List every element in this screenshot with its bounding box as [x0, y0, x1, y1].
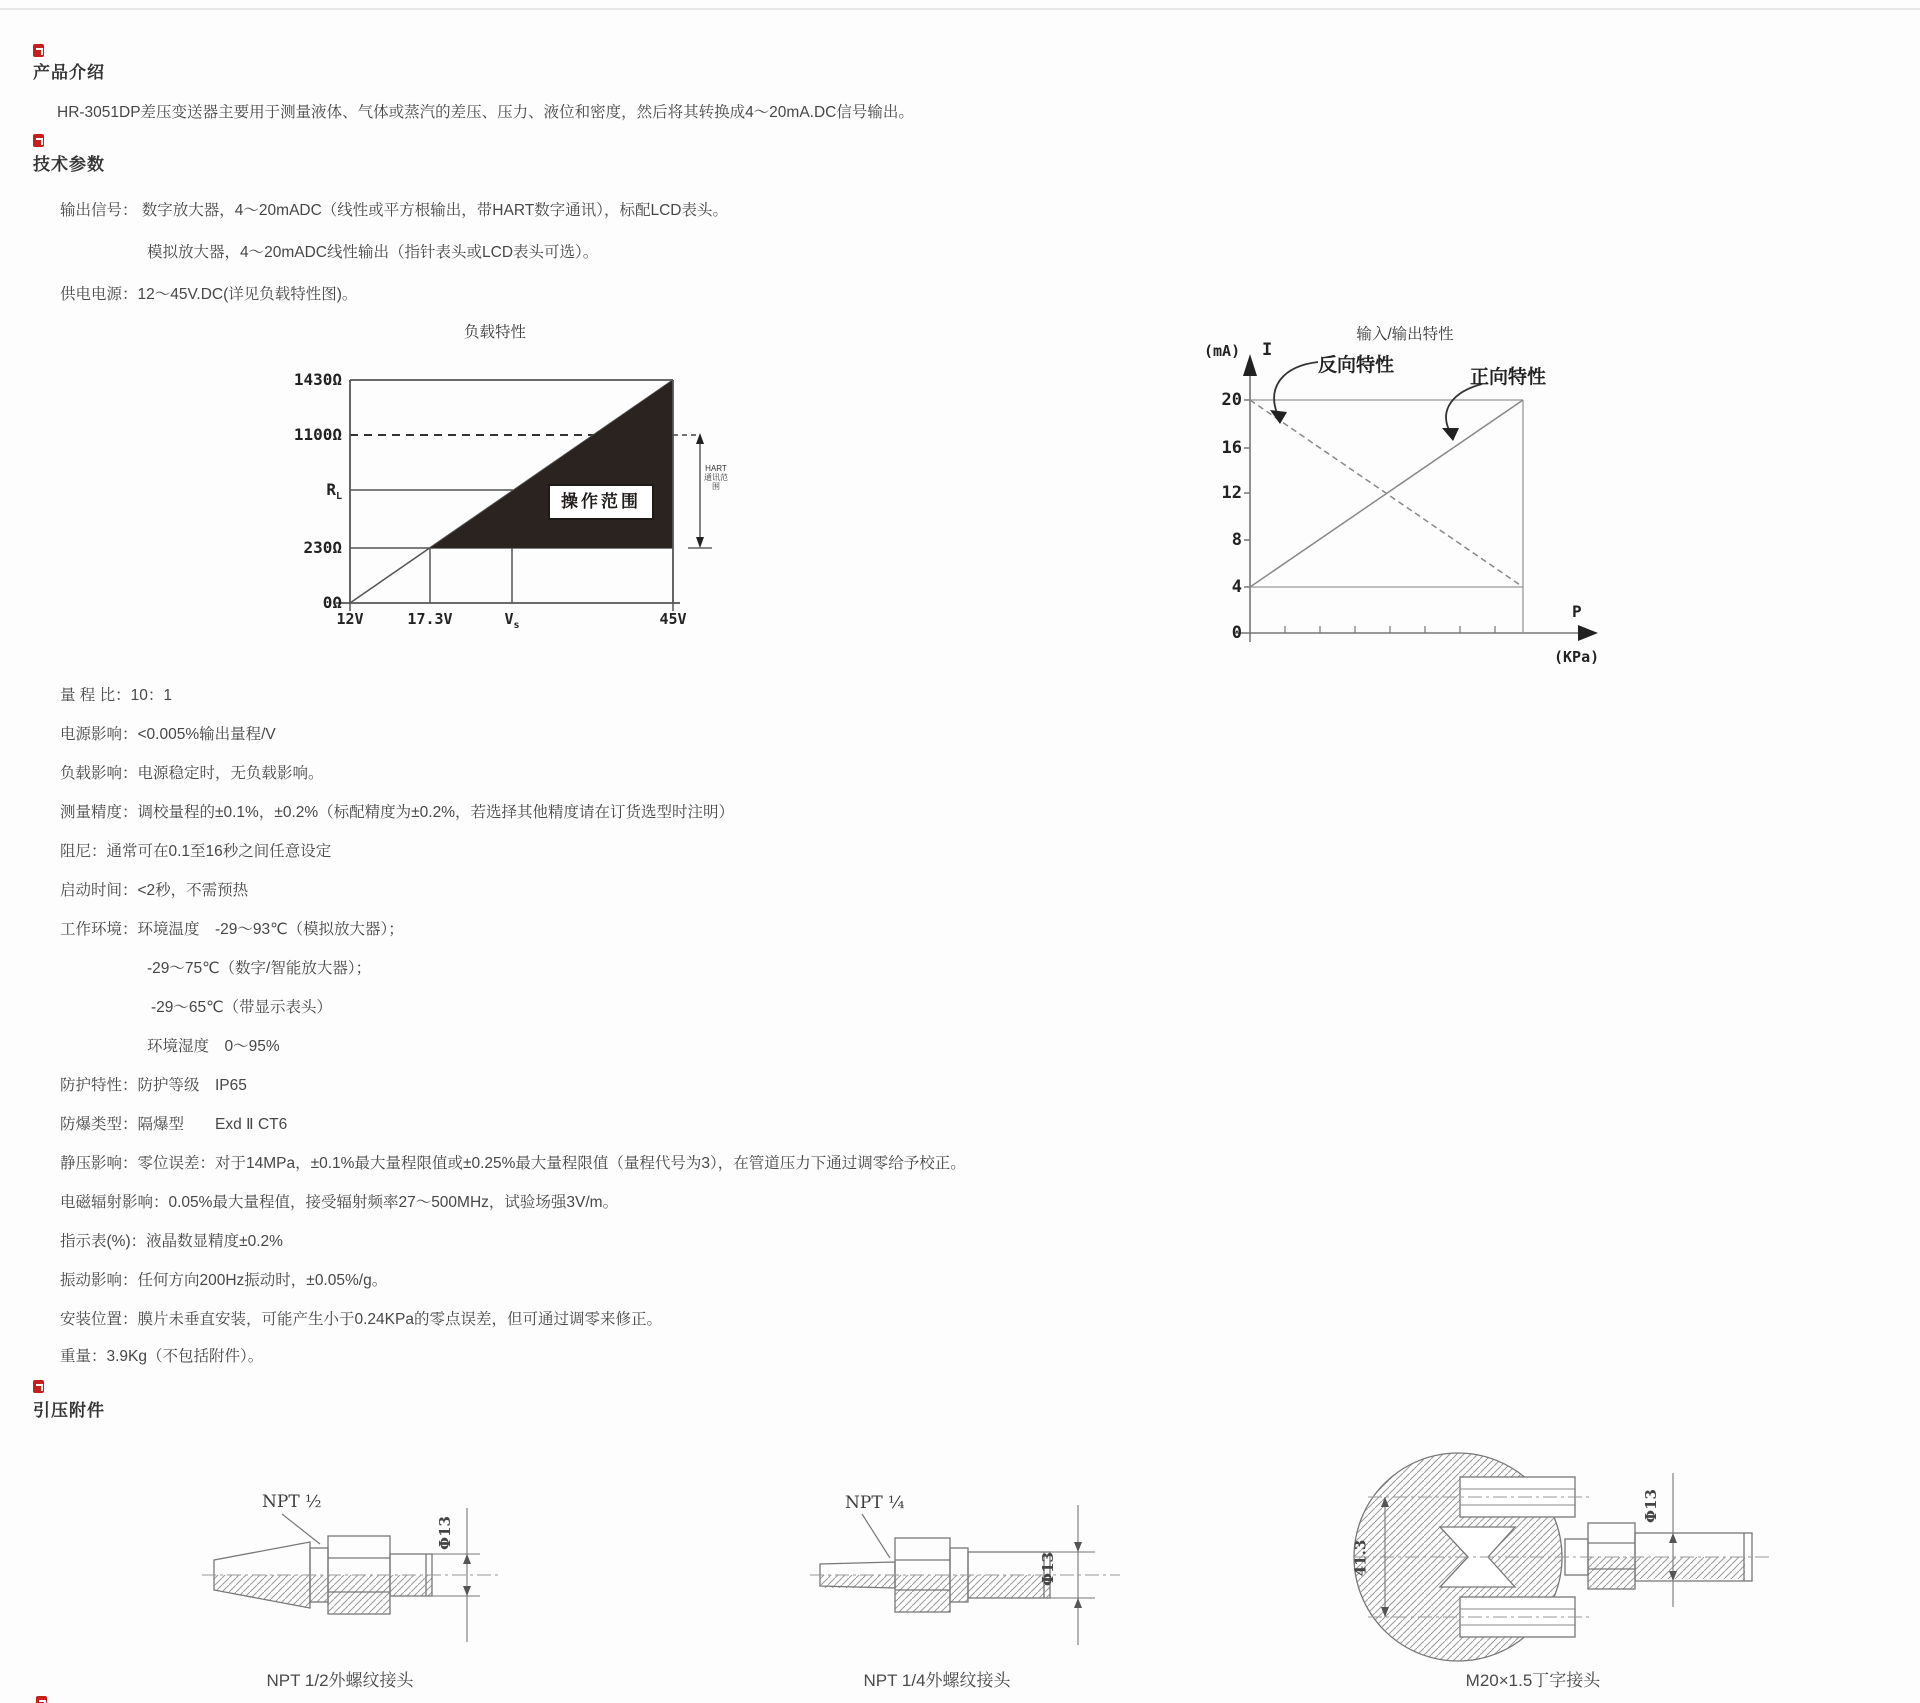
io-chart-frame — [1250, 400, 1523, 633]
section-bullet-icon — [36, 1696, 47, 1703]
dim-arrow — [1074, 1598, 1082, 1608]
io-yaxis-symbol: I — [1262, 340, 1273, 360]
section-title-fittings: 引压附件 — [33, 1401, 105, 1420]
io-chart-ytick: 8 — [1231, 530, 1242, 550]
reverse-series-label: 反向特性 — [1318, 355, 1395, 376]
forward-series-label: 正向特性 — [1470, 367, 1547, 388]
io-chart-ytick: 16 — [1221, 438, 1242, 458]
hart-range-label: HART 通讯范围 — [704, 464, 728, 491]
io-chart-ytick: 0 — [1231, 623, 1242, 643]
load-chart-ytick: 1430Ω — [293, 370, 342, 389]
io-chart-ytick: 12 — [1221, 483, 1242, 503]
io-chart-ytick: 20 — [1221, 390, 1242, 410]
spec-line: 阻尼：通常可在0.1至16秒之间任意设定 — [60, 843, 332, 860]
load-chart-xtick: 17.3V — [407, 610, 453, 628]
spec-line: 负载影响：电源稳定时，无负载影响。 — [60, 765, 324, 782]
section-title-params: 技术参数 — [33, 155, 105, 174]
section-title-intro: 产品介绍 — [33, 63, 105, 82]
fitting-npt14-hatch — [820, 1575, 1050, 1612]
io-xaxis-unit: (KPa) — [1554, 648, 1600, 666]
diameter-label: Φ13 — [435, 1516, 454, 1550]
fitting-caption: NPT 1/2外螺纹接头 — [266, 1671, 414, 1690]
spec-line: 指示表(%)：液晶数显精度±0.2% — [60, 1233, 283, 1250]
spec-line: 重量：3.9Kg（不包括附件）。 — [60, 1348, 264, 1365]
spec-line: 振动影响：任何方向200Hz振动时，±0.05%/g。 — [60, 1272, 388, 1289]
spec-line: 电源影响：<0.005%输出量程/V — [60, 726, 276, 743]
io-xaxis-symbol: P — [1572, 602, 1582, 621]
fitting-m20-canvas — [1340, 1445, 1780, 1665]
spec-line: 启动时间：<2秒，不需预热 — [60, 882, 249, 899]
fitting-caption: NPT 1/4外螺纹接头 — [863, 1671, 1011, 1690]
thread-size-label: NPT ¼ — [845, 1493, 905, 1513]
io-chart-axes — [1234, 354, 1598, 642]
spec-line: -29～75℃（数字/智能放大器）； — [147, 960, 372, 977]
load-chart-canvas — [280, 312, 730, 657]
chart-title: 输入/输出特性 — [1356, 326, 1454, 343]
load-chart-ytick: 0Ω — [322, 593, 342, 612]
fitting-npt12-hatch — [214, 1575, 432, 1614]
spec-line: 量 程 比：10：1 — [60, 687, 172, 704]
dim-arrow — [1074, 1542, 1082, 1552]
fitting-npt12-canvas — [180, 1480, 580, 1660]
fitting-drawing-npt14 — [800, 1480, 1200, 1660]
load-chart-xtick: 45V — [659, 610, 687, 628]
spec-line: 供电电源：12～45V.DC(详见负载特性图)。 — [60, 286, 358, 303]
load-chart-ytick: 230Ω — [303, 538, 342, 557]
section-bullet-icon — [33, 1380, 44, 1393]
fitting-m20-outline — [1565, 1523, 1752, 1589]
spec-line: 测量精度：调校量程的±0.1%，±0.2%（标配精度为±0.2%，若选择其他精度请在订货选型时注明） — [60, 804, 735, 821]
height-label: 41.3 — [1351, 1539, 1370, 1577]
load-chart-ytick-rl: $R_L$ — [326, 480, 342, 503]
spec-line: 防爆类型：隔爆型 Exd Ⅱ CT6 — [60, 1116, 288, 1133]
reverse-annotation-arrow — [1270, 362, 1318, 424]
spec-line: 环境湿度 0～95% — [147, 1038, 280, 1055]
chart-title: 负载特性 — [463, 324, 526, 341]
operating-range-label: 操作范围 — [548, 484, 654, 520]
spec-line: -29～65℃（带显示表头） — [151, 999, 333, 1016]
fitting-drawing-m20 — [1340, 1445, 1780, 1665]
spec-line: 工作环境：环境温度 -29～93℃（模拟放大器）； — [60, 921, 404, 938]
spec-line: 电磁辐射影响：0.05%最大量程值，接受辐射频率27～500MHz，试验场强3V/m。 — [60, 1194, 619, 1211]
dim-arrow — [463, 1554, 471, 1564]
load-chart-xtick-vs: $V_s$ — [504, 610, 520, 631]
dim-arrow — [463, 1586, 471, 1596]
load-characteristic-chart — [280, 312, 730, 657]
fitting-caption: M20×1.5丁字接头 — [1465, 1671, 1601, 1690]
io-chart-ytick: 4 — [1231, 577, 1242, 597]
diameter-label: Φ13 — [1038, 1552, 1057, 1586]
intro-paragraph: HR-3051DP差压变送器主要用于测量液体、气体或蒸汽的差压、压力、液位和密度，然后将其转换成4～20mA.DC信号输出。 — [57, 104, 914, 121]
io-yaxis-unit: (mA) — [1204, 342, 1241, 360]
spec-line: 安装位置：膜片未垂直安装，可能产生小于0.24KPa的零点误差，但可通过调零来修正。 — [60, 1311, 662, 1328]
fitting-npt14-leader — [862, 1514, 890, 1558]
diameter-label: Φ13 — [1641, 1489, 1660, 1523]
spec-line: 模拟放大器，4～20mADC线性输出（指针表头或LCD表头可选）。 — [147, 244, 599, 261]
io-characteristic-chart — [1190, 312, 1660, 682]
page-top-divider — [0, 8, 1920, 10]
load-chart-xtick: 12V — [336, 610, 364, 628]
section-bullet-icon — [33, 44, 44, 57]
load-chart-ytick: 1100Ω — [293, 425, 342, 444]
io-chart-canvas — [1190, 312, 1660, 682]
fitting-npt12-leader — [282, 1514, 320, 1544]
spec-line: 静压影响：零位误差：对于14MPa，±0.1%最大量程限值或±0.25%最大量程限值（量程代号为3），在管道压力下通过调零给予校正。 — [60, 1155, 966, 1172]
spec-line: 输出信号： 数字放大器，4～20mADC（线性或平方根输出，带HART数字通讯），标配LCD表头。 — [60, 202, 728, 219]
section-bullet-icon — [33, 134, 44, 147]
fitting-drawing-npt12 — [180, 1480, 580, 1660]
thread-size-label: NPT ½ — [262, 1492, 322, 1512]
spec-line: 防护特性：防护等级 IP65 — [60, 1077, 247, 1094]
